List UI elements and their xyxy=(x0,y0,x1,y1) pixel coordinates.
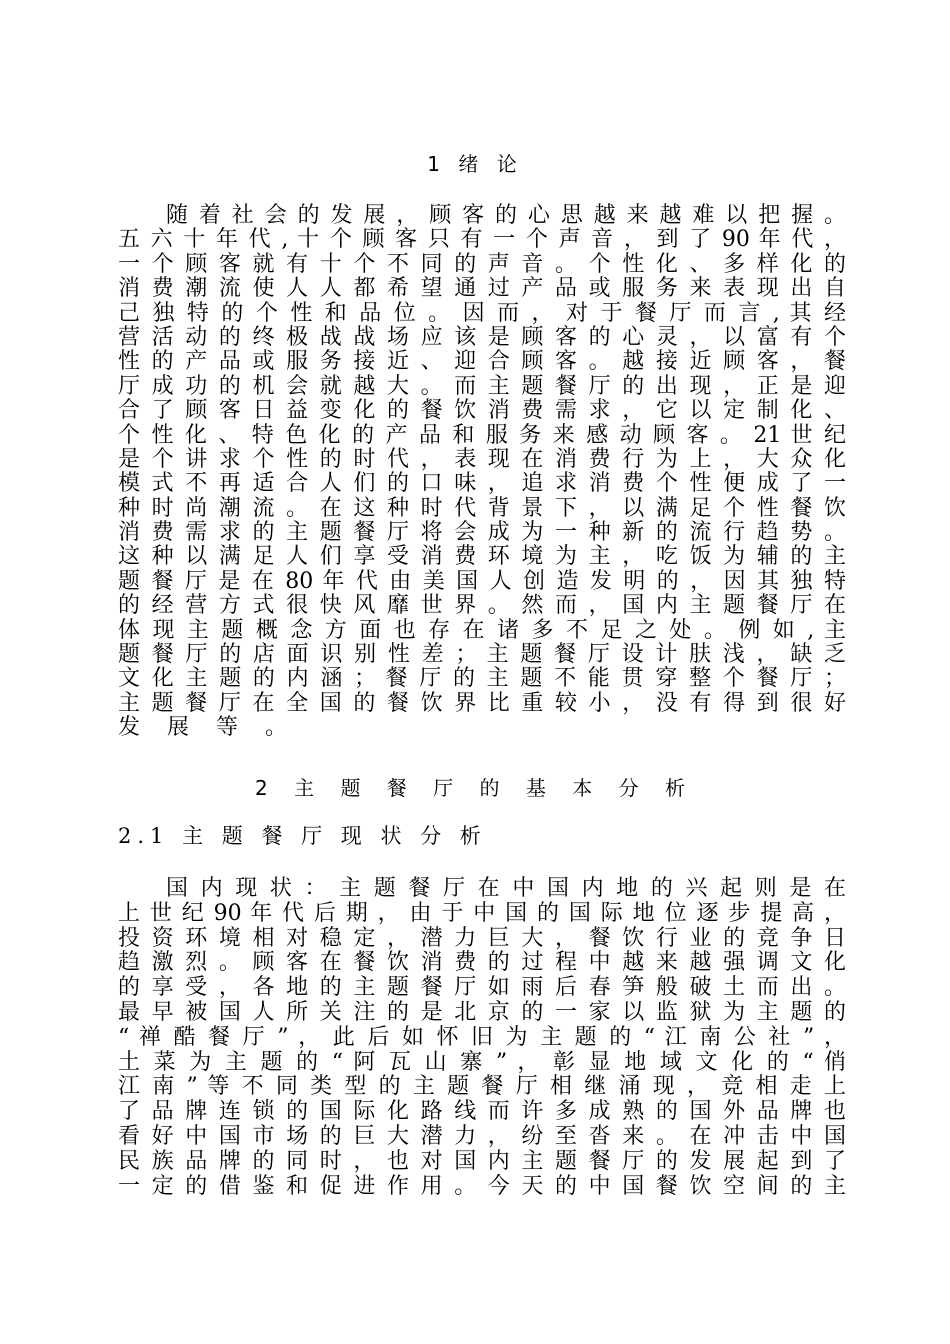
text-line: 营 活 动 的 终 极 战 战 场 应 该 是 顾 客 的 心 灵 ， 以 富 有 个 xyxy=(118,324,846,350)
text-line: 性 的 产 品 或 服 务 接 近 、 迎 合 顾 客 。 越 接 近 顾 客 ， 餐 xyxy=(118,349,846,375)
text-line: 国 内 现 状 ： 主 题 餐 厅 在 中 国 内 地 的 兴 起 则 是 在 xyxy=(166,876,846,901)
text-line: 了 品 牌 连 锁 的 国 际 化 路 线 而 许 多 成 熟 的 国 外 品 牌 也 xyxy=(118,1099,846,1125)
text-line: 最 早 被 国 人 所 关 注 的 是 北 京 的 一 家 以 监 狱 为 主 题 的 xyxy=(118,999,846,1025)
text-line: 主 题 餐 厅 在 全 国 的 餐 饮 界 比 重 较 小 ， 没 有 得 到 很 好 xyxy=(118,690,846,716)
text-line: 投 资 环 境 相 对 稳 定 ， 潜 力 巨 大 ， 餐 饮 行 业 的 竞 争 日 xyxy=(118,925,846,951)
text-line: 文 化 主 题 的 内 涵 ； 餐 厅 的 主 题 不 能 贯 穿 整 个 餐 厅 ； xyxy=(118,666,846,692)
text-line: 这 种 以 满 足 人 们 享 受 消 费 环 境 为 主 ， 吃 饭 为 辅 的 主 xyxy=(118,544,846,570)
text-line: 是 个 讲 求 个 性 的 时 代 ， 表 现 在 消 费 行 为 上 ， 大 众 化 xyxy=(118,446,846,472)
text-line: 一 定 的 借 鉴 和 促 进 作 用 。 今 天 的 中 国 餐 饮 空 间 的 主 xyxy=(118,1173,846,1199)
text-line: 模 式 不 再 适 合 人 们 的 口 味 ， 追 求 消 费 个 性 便 成 了 一 xyxy=(118,471,846,497)
section-2-1-paragraph xyxy=(118,877,846,1199)
section-2-heading: 2 主 题 餐 厅 的 基 本 分 析 xyxy=(255,776,695,800)
text-line: 厅 成 功 的 机 会 就 越 大 。 而 主 题 餐 厅 的 出 现 ， 正 是 迎 xyxy=(118,373,846,399)
text-line: 一 个 顾 客 就 有 十 个 不 同 的 声 音 。 个 性 化 、 多 样 化 的 xyxy=(118,251,846,277)
text-line: 消 费 需 求 的 主 题 餐 厅 将 会 成 为 一 种 新 的 流 行 趋 势 。 xyxy=(118,520,846,546)
text-line: 的 享 受 ， 各 地 的 主 题 餐 厅 如 雨 后 春 笋 般 破 土 而 出 。 xyxy=(118,975,846,1001)
text-line: 看 好 中 国 市 场 的 巨 大 潜 力 ， 纷 至 沓 来 。 在 冲 击 中 国 xyxy=(118,1123,846,1149)
text-line: 己 独 特 的 个 性 和 品 位 。 因 而 ， 对 于 餐 厅 而 言 , 其 经 xyxy=(118,300,846,326)
text-line: 土 菜 为 主 题 的 “ 阿 瓦 山 寨 ” ， 彰 显 地 域 文 化 的 “ 俏 xyxy=(118,1049,846,1075)
text-line: 的 经 营 方 式 很 快 风 靡 世 界 。 然 而 ， 国 内 主 题 餐 厅 在 xyxy=(118,593,846,619)
text-line: 个 性 化 、 特 色 化 的 产 品 和 服 务 来 感 动 顾 客 。 21 世 纪 xyxy=(118,422,846,448)
text-line: 随 着 社 会 的 发 展 ， 顾 客 的 心 思 越 来 越 难 以 把 握 。 xyxy=(166,203,846,228)
text-line: “ 禅 酷 餐 厅 ” ， 此 后 如 怀 旧 为 主 题 的 “ 江 南 公 社 ” ， xyxy=(118,1024,846,1050)
text-line: 消 费 潮 流 使 人 人 都 希 望 通 过 产 品 或 服 务 来 表 现 出 自 xyxy=(118,276,846,302)
text-line: 五 六 十 年 代 , 十 个 顾 客 只 有 一 个 声 音 ， 到 了 90 年 代 ， xyxy=(118,227,846,253)
section-1-heading: 1 绪 论 xyxy=(427,152,523,176)
text-line: 趋 激 烈 。 顾 客 在 餐 饮 消 费 的 过 程 中 越 来 越 强 调 文 化 xyxy=(118,950,846,976)
text-line: 合 了 顾 客 日 益 变 化 的 餐 饮 消 费 需 求 ， 它 以 定 制 化 、 xyxy=(118,398,846,424)
text-line: 发 展 等 。 xyxy=(118,715,297,741)
text-line: 题 餐 厅 是 在 80 年 代 由 美 国 人 创 造 发 明 的 ， 因 其 独 特 xyxy=(118,568,846,594)
text-line: 题 餐 厅 的 店 面 识 别 性 差 ； 主 题 餐 厅 设 计 肤 浅 ， 缺 乏 xyxy=(118,642,846,668)
text-line: 上 世 纪 90 年 代 后 期 ， 由 于 中 国 的 国 际 地 位 逐 步 提 高 ， xyxy=(118,900,846,926)
text-line: 体 现 主 题 概 念 方 面 也 存 在 诸 多 不 足 之 处 。 例 如 , 主 xyxy=(118,617,846,643)
section-1-paragraph xyxy=(118,204,846,741)
text-line: 种 时 尚 潮 流 。 在 这 种 时 代 背 景 下 ， 以 满 足 个 性 餐 饮 xyxy=(118,495,846,521)
section-2-1-subheading: 2.1 主 题 餐 厅 现 状 分 析 xyxy=(118,824,487,848)
text-line: 民 族 品 牌 的 同 时 ， 也 对 国 内 主 题 餐 厅 的 发 展 起 到 了 xyxy=(118,1148,846,1174)
text-line: 江 南 ” 等 不 同 类 型 的 主 题 餐 厅 相 继 涌 现 ， 竞 相 走 上 xyxy=(118,1074,846,1100)
